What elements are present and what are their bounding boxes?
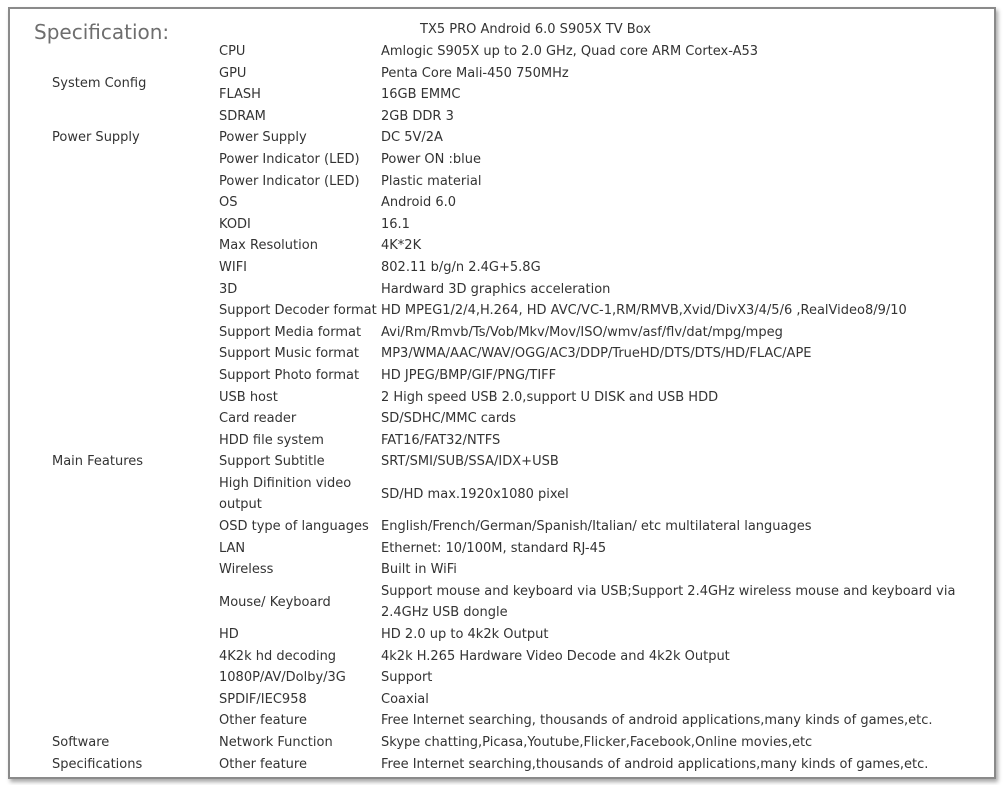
spec-item-value: Built in WiFi — [381, 562, 457, 578]
spec-item-label: SDRAM — [219, 108, 266, 124]
table-row — [52, 41, 982, 63]
spec-item-value: Android 6.0 — [381, 195, 457, 211]
spec-item-value: 2GB DDR 3 — [381, 108, 454, 124]
spec-item-value: HD MPEG1/2/4,H.264, HD AVC/VC-1,RM/RMVB,Xvid/DivX3/4/5/6 ,RealVideo8/9/10 — [381, 303, 907, 319]
spec-item-value: Power ON :blue — [381, 151, 482, 167]
spec-item-value: Free Internet searching,thousands of android applications,many kinds of games,etc. — [381, 756, 929, 772]
spec-item-value: English/French/German/Spanish/Italian/ etc multilateral languages — [381, 519, 812, 535]
spec-item-label: Other feature — [219, 713, 307, 729]
spec-item-label: High Difinition video output — [219, 475, 352, 513]
spec-item-label: Power Indicator (LED) — [219, 151, 360, 167]
spec-item-label: Support Media format — [219, 324, 362, 340]
spec-item-value: 16GB EMMC — [381, 87, 461, 103]
spec-item-label: Other feature — [219, 756, 307, 772]
spec-item-value: FAT16/FAT32/NTFS — [381, 432, 501, 448]
spec-item-label: Support Decoder format — [219, 303, 377, 319]
spec-item-value: SD/SDHC/MMC cards — [381, 411, 517, 427]
spec-item-label: Support Subtitle — [219, 454, 325, 470]
spec-item-value: Plastic material — [381, 173, 482, 189]
spec-heading: Specification: — [34, 20, 170, 44]
category-cell: Power Supply — [52, 130, 140, 146]
spec-item-label: SPDIF/IEC958 — [219, 691, 307, 707]
spec-item-value: 16.1 — [381, 216, 410, 232]
spec-item-label: OS — [219, 195, 238, 211]
spec-item-label: Max Resolution — [219, 238, 318, 254]
spec-item-label: Card reader — [219, 411, 297, 427]
spec-item-value: Support — [381, 670, 433, 686]
spec-item-label: LAN — [219, 540, 246, 556]
spec-item-value: SRT/SMI/SUB/SSA/IDX+USB — [381, 454, 559, 470]
spec-item-value: MP3/WMA/AAC/WAV/OGG/AC3/DDP/TrueHD/DTS/DTS/HD/FLAC/APE — [381, 346, 812, 362]
spec-item-value: HD 2.0 up to 4k2k Output — [381, 627, 549, 643]
spec-item-label: CPU — [219, 44, 246, 59]
table-row — [52, 732, 982, 754]
spec-item-label: Mouse/ Keyboard — [219, 594, 331, 610]
spec-item-label: 3D — [219, 281, 238, 297]
spec-item-label: Network Function — [219, 735, 333, 750]
table-row — [52, 127, 982, 149]
spec-item-value: 802.11 b/g/n 2.4G+5.8G — [381, 259, 541, 275]
spec-item-label: 1080P/AV/Dolby/3G — [219, 670, 346, 686]
table-row — [52, 192, 982, 214]
spec-item-label: KODI — [219, 216, 251, 232]
category-cell: System Config — [52, 76, 147, 92]
category-cell: Software Specifications — [52, 735, 143, 772]
spec-item-value: Free Internet searching, thousands of android applications,many kinds of games,etc. — [381, 713, 933, 729]
spec-item-label: Wireless — [219, 562, 274, 578]
spec-item-label: HDD file system — [219, 432, 324, 448]
spec-item-value: Skype chatting,Picasa,Youtube,Flicker,Facebook,Online movies,etc — [381, 735, 813, 750]
spec-item-value: 2 High speed USB 2.0,support U DISK and USB HDD — [381, 389, 719, 405]
spec-item-label: HD — [219, 627, 239, 643]
spec-item-value: Ethernet: 10/100M, standard RJ-45 — [381, 540, 607, 556]
spec-item-label: Support Photo format — [219, 367, 360, 383]
spec-item-value: Support mouse and keyboard via USB;Support 2.4GHz wireless mouse and keyboard via 2.4GHz USB dongle — [381, 583, 956, 621]
spec-item-value: Hardward 3D graphics acceleration — [381, 281, 611, 297]
spec-item-value: 4K*2K — [381, 238, 422, 254]
spec-item-label: USB host — [219, 389, 278, 405]
spec-item-value: SD/HD max.1920x1080 pixel — [381, 486, 569, 502]
spec-item-label: OSD type of languages — [219, 519, 369, 535]
spec-item-label: Support Music format — [219, 346, 360, 362]
spec-item-label: WIFI — [219, 259, 247, 275]
spec-item-label: Power Indicator (LED) — [219, 173, 360, 189]
spec-item-value: Amlogic S905X up to 2.0 GHz, Quad core ARM Cortex-A53 — [381, 44, 759, 59]
spec-item-label: Power Supply — [219, 130, 307, 146]
spec-item-label: FLASH — [219, 87, 261, 103]
spec-item-value: Coaxial — [381, 691, 429, 707]
spec-item-value: Avi/Rm/Rmvb/Ts/Vob/Mkv/Mov/ISO/wmv/asf/flv/dat/mpg/mpeg — [381, 324, 783, 340]
spec-item-value: Penta Core Mali-450 750MHz — [381, 65, 569, 81]
product-title: TX5 PRO Android 6.0 S905X TV Box — [420, 22, 651, 37]
category-cell: Main Features — [52, 454, 144, 470]
spec-item-label: GPU — [219, 65, 247, 81]
spec-item-label: 4K2k hd decoding — [219, 648, 337, 664]
spec-table — [52, 41, 982, 775]
spec-item-value: DC 5V/2A — [381, 130, 443, 146]
spec-item-value: HD JPEG/BMP/GIF/PNG/TIFF — [381, 367, 557, 383]
spec-item-value: 4k2k H.265 Hardware Video Decode and 4k2k Output — [381, 648, 730, 664]
